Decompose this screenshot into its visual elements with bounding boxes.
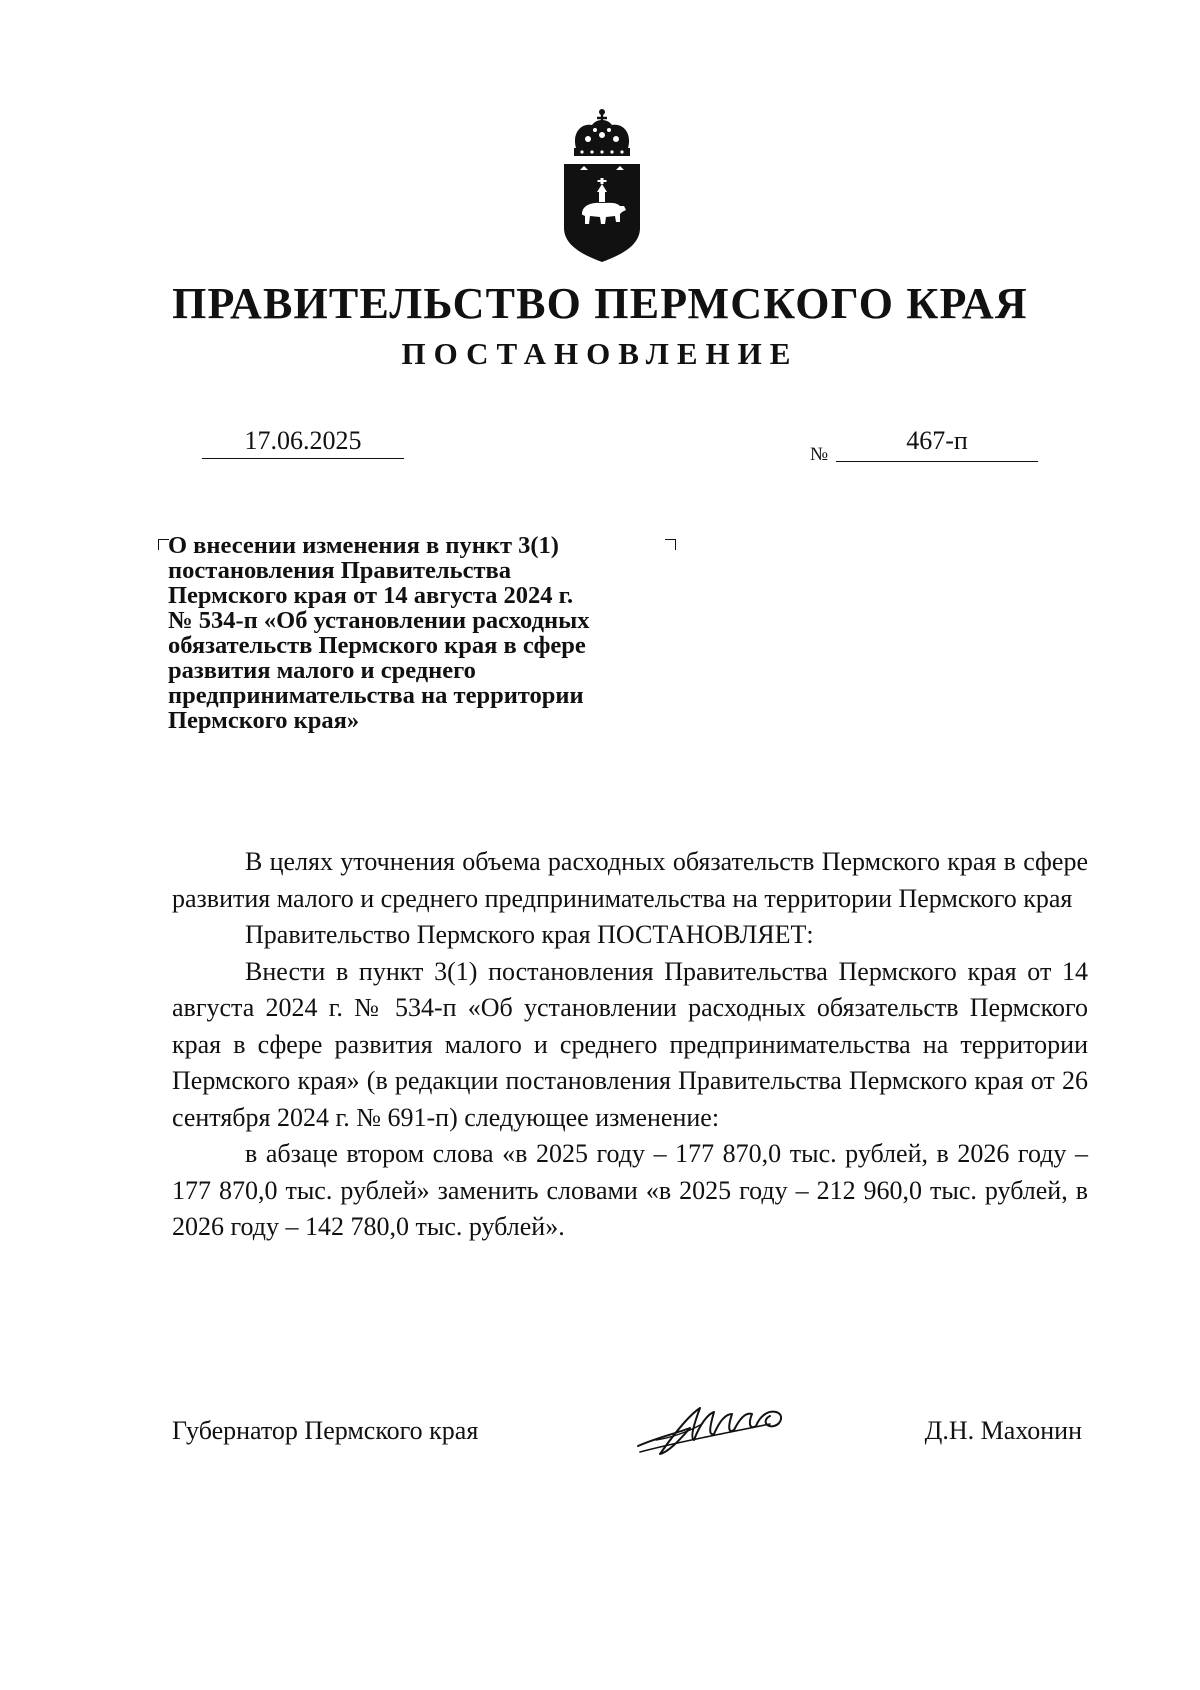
number-underline [836,461,1038,462]
subject-line: предпринимательства на территории [168,682,584,709]
document-date: 17.06.2025 [244,426,362,455]
subject-line: развития малого и среднего [168,657,476,684]
body-paragraph-change: в абзаце втором слова «в 2025 году – 177 870,0 тыс. рублей, в 2026 году – 177 870,0 тыс. рублей» заменить словами «в 2025 году – 212 960,0 тыс. рублей, в 2026 году – 142 780,0 тыс. рублей». [172,1139,1088,1241]
subject-line: О внесении изменения в пункт 3(1) [168,532,559,559]
subject-line: обязательств Пермского края в сфере [168,632,586,659]
body-paragraph-amendment: Внести в пункт 3(1) постановления Правительства Пермского края от 14 августа 2024 г. № 534-п «Об установлении расходных обязательств Пермского края в сфере развития малого и среднего предпринимательства на территории Пермского края» (в редакции постановления Правительства Пермского края от 26 сентября 2024 г. № 691-п) следующее изменение: [172,956,1088,1132]
government-title: ПРАВИТЕЛЬСТВО ПЕРМСКОГО КРАЯ [172,279,1028,328]
subject-line: Пермского края» [168,707,360,734]
signatory-position: Губернатор Пермского края [172,1416,479,1445]
number-sign: № [810,444,829,465]
document-number-field [810,424,1038,470]
signatory-name: Д.Н. Махонин [924,1416,1082,1445]
document-date-field [202,424,404,459]
subject-line: № 534-п «Об установлении расходных [168,607,590,634]
perm-krai-coat-of-arms-icon [560,108,644,264]
subject-line: Пермского края от 14 августа 2024 г. [168,582,574,609]
date-underline [202,458,404,459]
document-subject [168,533,688,733]
document-body [172,844,1088,1246]
subject-line: постановления Правительства [168,557,511,584]
body-paragraph-preamble: В целях уточнения объема расходных обязательств Пермского края в сфере развития малого и среднего предпринимательства на территории Пермского края [172,847,1088,913]
signature-block [172,1408,1082,1458]
handwritten-signature-icon [630,1394,810,1464]
document-number: 467-п [906,426,968,455]
document-type: ПОСТАНОВЛЕНИЕ [401,336,799,371]
body-paragraph-resolves: Правительство Пермского края ПОСТАНОВЛЯЕТ: [245,920,814,949]
